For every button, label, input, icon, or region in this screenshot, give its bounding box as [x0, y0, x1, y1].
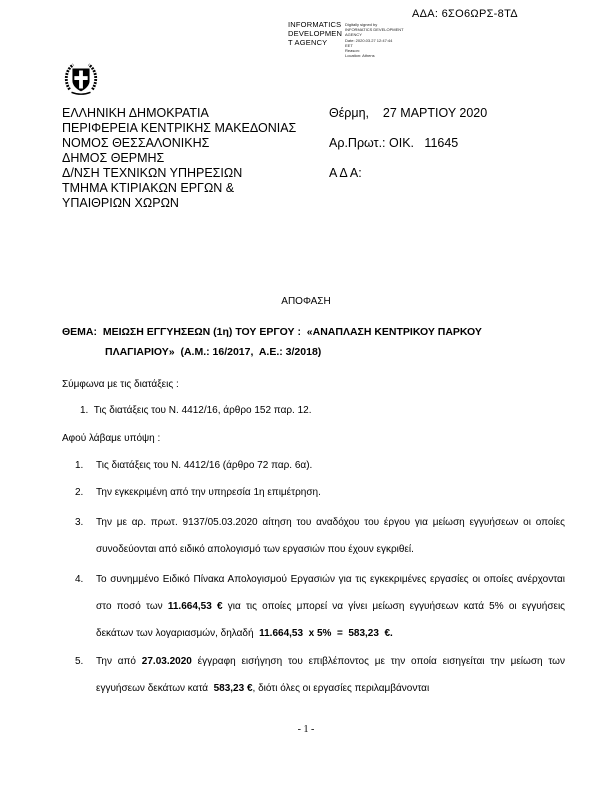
legal-basis-item: 1. Τις διατάξεις του Ν. 4412/16, άρθρο 152 παρ. 12. [80, 405, 312, 416]
item-text: Τις διατάξεις του Ν. 4412/16 (άρθρο 72 παρ. 6α). [96, 460, 313, 471]
greek-emblem-icon [62, 60, 100, 98]
ada-field: Α Δ Α: [329, 166, 362, 180]
issuer-line: ΝΟΜΟΣ ΘΕΣΣΑΛΟΝΙΚΗΣ [62, 136, 210, 150]
stamp-detail-line: Reason: [345, 48, 360, 54]
stamp-detail-line: Date: 2020.03.27 12:47:44 [345, 37, 393, 43]
item-text-part: για τις οποίες μπορεί να γίνει μείωση εγγυήσεων κατά 5% οι εγγυήσεις δεκάτων των λογαριασμών, δηλαδή [96, 601, 568, 639]
reference-block [329, 106, 487, 196]
item-number: 4. [75, 574, 84, 585]
proposal-date: 27.03.2020 [141, 656, 192, 667]
issuer-line: Δ/ΝΣΗ ΤΕΧΝΙΚΩΝ ΥΠΗΡΕΣΙΩΝ [62, 166, 243, 180]
issuer-line: ΠΕΡΙΦΕΡΕΙΑ ΚΕΝΤΡΙΚΗΣ ΜΑΚΕΔΟΝΙΑΣ [62, 121, 297, 135]
stamp-detail-line: Location: Athens [345, 53, 375, 59]
item-text-part: έγγραφη εισήγηση του επιβλέποντος με την οποία εισηγείται την μείωση των εγγυήσεων δεκάτων κατά [96, 656, 568, 694]
consideration-item [75, 509, 565, 563]
issuer-line: ΤΜΗΜΑ ΚΤΙΡΙΑΚΩΝ ΕΡΓΩΝ & [62, 181, 235, 195]
item-text-part: Την από [96, 656, 142, 667]
protocol-number: Αρ.Πρωτ.: ΟΙΚ. 11645 [329, 136, 459, 150]
stamp-detail-line: Digitally signed by [345, 22, 378, 27]
legal-basis-intro: Σύμφωνα με τις διατάξεις : [62, 379, 179, 390]
item-number: 1. [75, 460, 84, 471]
signature-stamp-label [288, 20, 342, 47]
place-date: Θέρμη, 27 ΜΑΡΤΙΟΥ 2020 [329, 106, 488, 120]
stamp-line: INFORMATICS [288, 20, 342, 29]
item-text [75, 648, 568, 702]
issuer-line: ΕΛΛΗΝΙΚΗ ΔΗΜΟΚΡΑΤΙΑ [62, 106, 209, 120]
reduction-calculation: 11.664,53 x 5% = 583,23 €. [259, 628, 393, 639]
issuer-line: ΥΠΑΙΘΡΙΩΝ ΧΩΡΩΝ [62, 196, 179, 210]
issuer-block [62, 106, 296, 211]
amount-total: 11.664,53 € [167, 601, 223, 612]
item-text-part: Το συνημμένο Ειδικό Πίνακα Απολογισμού Εργασιών για τις εγκεκριμένες εργασίες οι οποίες ανέρχονται στο ποσό των [96, 574, 565, 612]
reduction-amount: 583,23 € [213, 683, 253, 694]
item-number: 2. [75, 487, 84, 498]
stamp-line: T AGENCY [288, 38, 328, 47]
stamp-line: DEVELOPMEN [288, 29, 343, 38]
item-text-part: , διότι όλες οι εργασίες περιλαμβάνονται [252, 683, 430, 694]
item-number: 5. [75, 656, 84, 667]
item-text: Την εγκεκριμένη από την υπηρεσία 1η επιμέτρηση. [96, 487, 321, 498]
item-text: Την με αρ. πρωτ. 9137/05.03.2020 αίτηση του αναδόχου του έργου για μείωση εγγυήσεων οι οποίες συνοδεύονται από ειδικό απολογισμό των εργασιών που έχουν εγκριθεί. [96, 517, 565, 555]
item-text [75, 566, 568, 647]
page-number: - 1 - [297, 724, 315, 735]
consideration-item [75, 452, 565, 479]
stamp-detail-line: INFORMATICS DEVELOPMENT AGENCY [345, 27, 404, 38]
consideration-item [75, 566, 568, 647]
subject-line-1: ΘΕΜΑ: ΜΕΙΩΣΗ ΕΓΓΥΗΣΕΩΝ (1η) ΤΟΥ ΕΡΓΟΥ : «ΑΝΑΠΛΑΣΗ ΚΕΝΤΡΙΚΟΥ ΠΑΡΚΟΥ [62, 326, 482, 338]
ada-code-top: ΑΔΑ: 6ΣΟ6ΩΡΣ-8ΤΔ [412, 8, 518, 20]
subject [62, 322, 562, 362]
considerations-intro: Αφού λάβαμε υπόψη : [62, 433, 161, 444]
stamp-detail-line: EET [345, 42, 353, 48]
issuer-line: ΔΗΜΟΣ ΘΕΡΜΗΣ [62, 151, 165, 165]
signature-stamp-details [345, 22, 415, 58]
subject-line-2: ΠΛΑΓΙΑΡΙΟΥ» (Α.Μ.: 16/2017, Α.Ε.: 3/2018) [105, 346, 322, 358]
item-number: 3. [75, 517, 84, 528]
consideration-item [75, 479, 565, 506]
consideration-item [75, 648, 568, 702]
document-title: ΑΠΟΦΑΣΗ [281, 296, 331, 307]
